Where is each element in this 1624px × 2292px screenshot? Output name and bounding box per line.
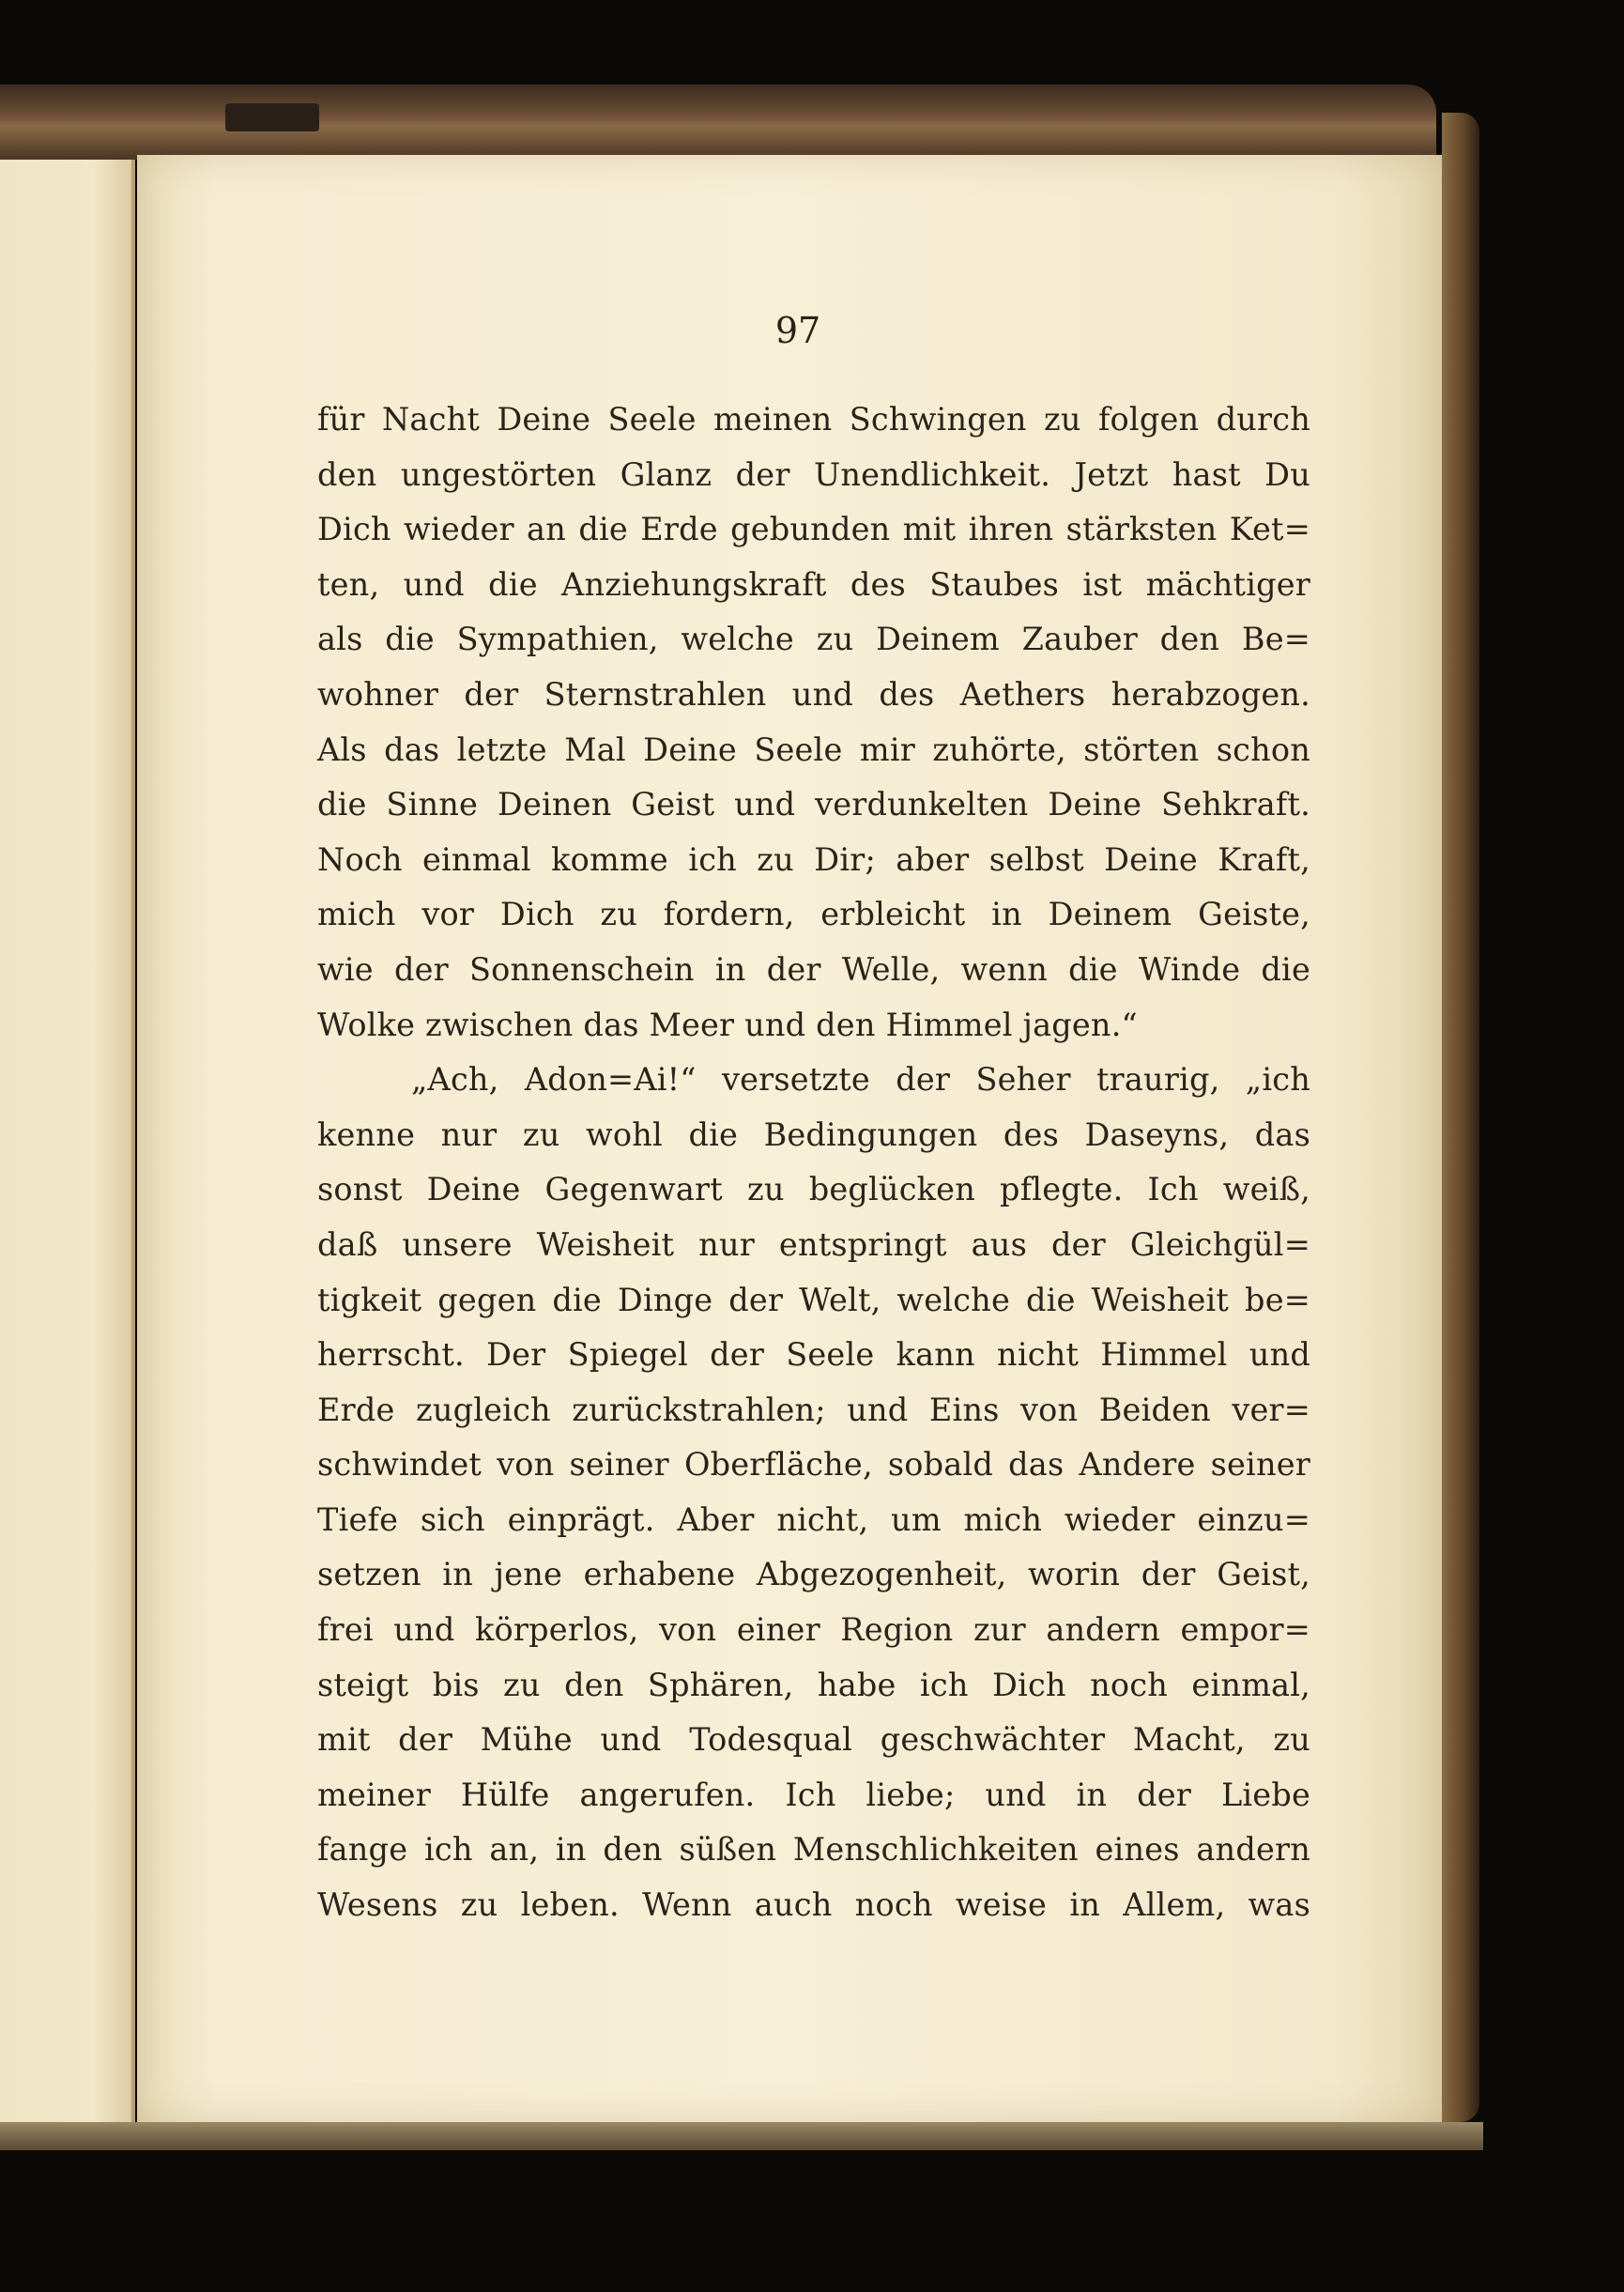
text-line: tigkeit gegen die Dinge der Welt, welche die Weisheit be=	[317, 1281, 1310, 1318]
text-line: sonst Deine Gegenwart zu beglücken pflegte. Ich weiß,	[317, 1171, 1310, 1208]
text-line: steigt bis zu den Sphären, habe ich Dich noch einmal,	[317, 1666, 1310, 1703]
text-line: Als das letzte Mal Deine Seele mir zuhörte, störten schon	[317, 731, 1310, 768]
text-line: mich vor Dich zu fordern, erbleicht in Deinem Geiste,	[317, 896, 1310, 933]
text-line: den ungestörten Glanz der Unendlichkeit. Jetzt hast Du	[317, 455, 1310, 493]
text-line: für Nacht Deine Seele meinen Schwingen zu folgen durch	[317, 401, 1310, 438]
text-line: Wolke zwischen das Meer und den Himmel jagen.“	[317, 1006, 1138, 1043]
text-line: Dich wieder an die Erde gebunden mit ihren stärksten Ket=	[317, 511, 1310, 548]
text-line: meiner Hülfe angerufen. Ich liebe; und in der Liebe	[317, 1776, 1310, 1813]
text-line: fange ich an, in den süßen Menschlichkeiten eines andern	[317, 1831, 1310, 1869]
text-line: daß unsere Weisheit nur entspringt aus der Gleichgül=	[317, 1225, 1310, 1263]
text-line: kenne nur zu wohl die Bedingungen des Daseyns, das	[317, 1115, 1310, 1153]
text-line: Erde zugleich zurückstrahlen; und Eins von Beiden ver=	[317, 1391, 1310, 1428]
page-text	[317, 392, 1310, 1933]
text-line: wohner der Sternstrahlen und des Aethers herabzogen.	[317, 675, 1310, 713]
text-line: schwindet von seiner Oberfläche, sobald das Andere seiner	[317, 1446, 1310, 1484]
text-line: „Ach, Adon=Ai!“ versetzte der Seher traurig, „ich	[411, 1061, 1310, 1099]
text-line: mit der Mühe und Todesqual geschwächter Macht, zu	[317, 1721, 1310, 1759]
text-line: Wesens zu leben. Wenn auch noch weise in Allem, was	[317, 1886, 1310, 1924]
text-line: ten, und die Anziehungskraft des Staubes ist mächtiger	[317, 565, 1310, 603]
text-line: frei und körperlos, von einer Region zur andern empor=	[317, 1611, 1310, 1649]
book-board-bottom	[0, 2122, 1483, 2150]
text-line: Noch einmal komme ich zu Dir; aber selbst Deine Kraft,	[317, 840, 1310, 878]
text-line: setzen in jene erhabene Abgezogenheit, worin der Geist,	[317, 1556, 1310, 1593]
text-line: herrscht. Der Spiegel der Seele kann nicht Himmel und	[317, 1336, 1310, 1374]
text-line: die Sinne Deinen Geist und verdunkelten Deine Sehkraft.	[317, 786, 1310, 823]
facing-page-edge	[0, 160, 135, 2122]
text-line: als die Sympathien, welche zu Deinem Zauber den Be=	[317, 621, 1310, 658]
text-line: wie der Sonnenschein in der Welle, wenn die Winde die	[317, 950, 1310, 988]
text-line: Tiefe sich einprägt. Aber nicht, um mich wieder einzu=	[317, 1500, 1310, 1538]
book-binding-top	[0, 85, 1436, 160]
page-number: 97	[774, 310, 821, 351]
book-cover-edge	[1442, 113, 1479, 2122]
